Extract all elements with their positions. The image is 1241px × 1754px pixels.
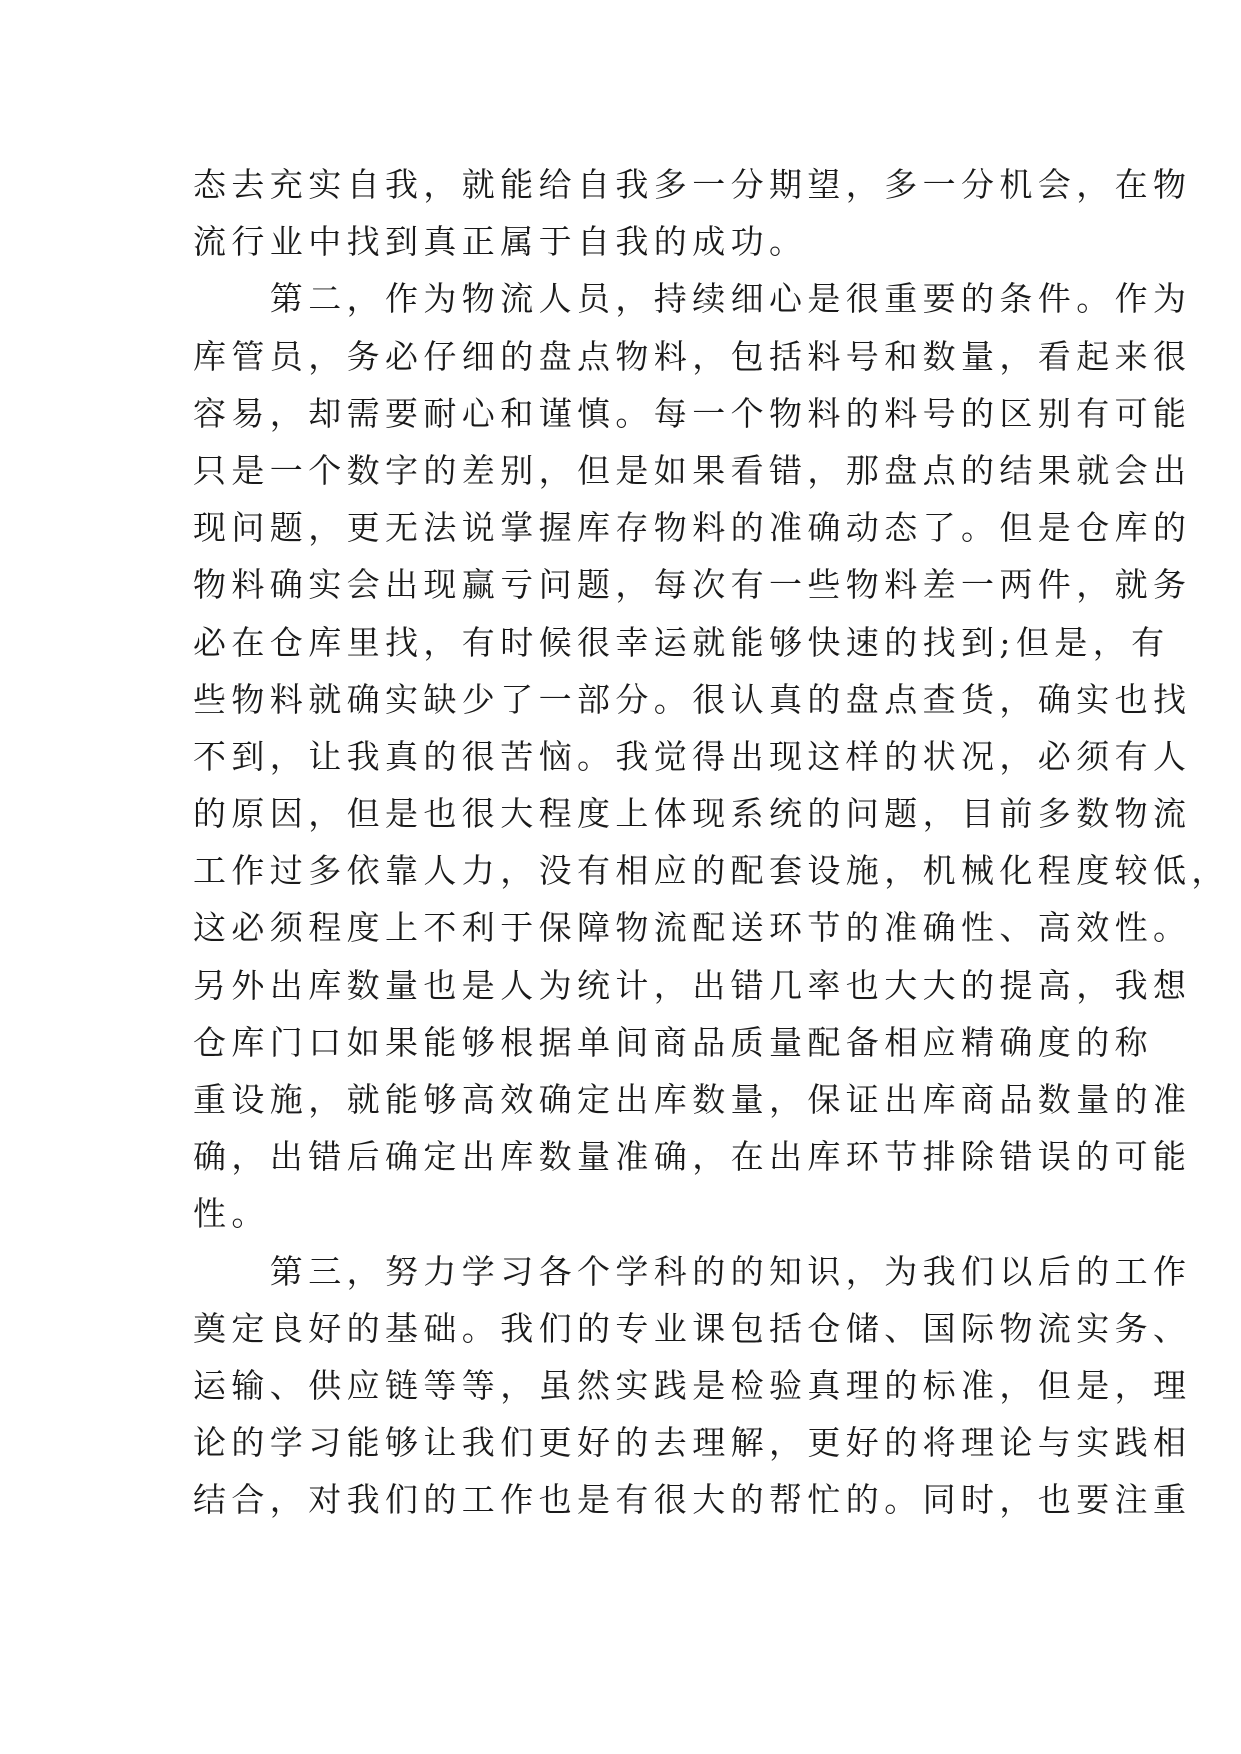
text-line: 结合，对我们的工作也是有很大的帮忙的。同时，也要注重 — [193, 1480, 1192, 1520]
text-line: 重设施，就能够高效确定出库数量，保证出库商品数量的准 — [193, 1080, 1192, 1119]
text-line: 必在仓库里找，有时候很幸运就能够快速的找到;但是，有 — [193, 622, 1170, 662]
text-line: 的原因，但是也很大程度上体现系统的问题，目前多数物流 — [193, 794, 1192, 834]
text-line: 不到，让我真的很苦恼。我觉得出现这样的状况，必须有人 — [193, 736, 1192, 776]
text-line: 流行业中找到真正属于自我的成功。 — [193, 222, 808, 262]
text-line: 第二，作为物流人员，持续细心是很重要的条件。作为 — [193, 279, 1192, 319]
text-line: 些物料就确实缺少了一部分。很认真的盘点查货，确实也找 — [193, 679, 1192, 719]
text-line: 这必须程度上不利于保障物流配送环节的准确性、高效性。 — [193, 908, 1192, 948]
text-line: 论的学习能够让我们更好的去理解，更好的将理论与实践相 — [193, 1423, 1192, 1463]
text-line: 运输、供应链等等，虽然实践是检验真理的标准，但是，理 — [193, 1365, 1192, 1405]
text-line: 库管员，务必仔细的盘点物料，包括料号和数量，看起来很 — [193, 336, 1192, 376]
text-line: 另外出库数量也是人为统计，出错几率也大大的提高，我想 — [193, 965, 1192, 1005]
text-line: 只是一个数字的差别，但是如果看错，那盘点的结果就会出 — [193, 450, 1192, 490]
text-line: 仓库门口如果能够根据单间商品质量配备相应精确度的称 — [193, 1022, 1153, 1062]
text-line: 容易，却需要耐心和谨慎。每一个物料的料号的区别有可能 — [193, 393, 1192, 433]
document-body — [193, 156, 1230, 1529]
text-line: 奠定良好的基础。我们的专业课包括仓储、国际物流实务、 — [193, 1308, 1192, 1348]
text-line: 物料确实会出现赢亏问题，每次有一些物料差一两件，就务 — [193, 565, 1192, 605]
text-line: 现问题，更无法说掌握库存物料的准确动态了。但是仓库的 — [193, 508, 1192, 548]
text-line: 第三，努力学习各个学科的的知识，为我们以后的工作 — [193, 1251, 1192, 1291]
text-line: 性。 — [193, 1194, 270, 1234]
text-line: 确，出错后确定出库数量准确，在出库环节排除错误的可能 — [193, 1137, 1192, 1177]
text-line: 工作过多依靠人力，没有相应的配套设施，机械化程度较低， — [193, 851, 1230, 891]
text-line: 态去充实自我，就能给自我多一分期望，多一分机会，在物 — [193, 165, 1192, 204]
